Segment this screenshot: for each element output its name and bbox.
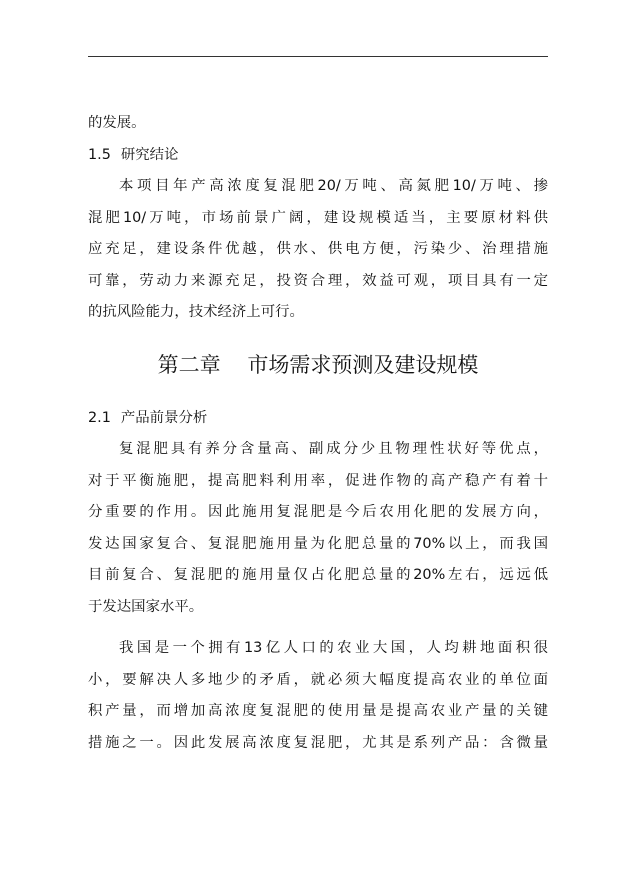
paragraph-line: 小，要解决人多地少的矛盾，就必须大幅度提高农业的单位面 [88, 671, 548, 688]
section-1-5-heading [88, 140, 548, 172]
paragraph-line: 应充足，建设条件优越，供水、供电方便，污染少、治理措施 [88, 241, 548, 257]
paragraph-line: 可靠，劳动力来源充足，投资合理，效益可观，项目具有一定 [88, 272, 548, 289]
section-2-1-number: 2.1 [88, 409, 111, 426]
section-2-1-paragraph-1 [88, 434, 548, 623]
chapter-2-title: 第二章 市场需求预测及建设规模 [157, 352, 479, 377]
paragraph-line: 积产量，而增加高浓度复混肥的使用量是提高农业产量的关键 [88, 703, 548, 719]
paragraph-line: 的抗风险能力，技术经济上可行。 [88, 304, 304, 320]
header-rule [88, 56, 548, 57]
section-2-1-heading [88, 403, 548, 435]
section-1-5-paragraph [88, 171, 548, 329]
continuation-text: 的发展。 [88, 115, 146, 131]
paragraph-line: 目前复合、复混肥的施用量仅占化肥总量的20%左右，远远低 [88, 567, 548, 583]
paragraph-spacer [88, 623, 548, 633]
paragraph-line: 于发达国家水平。 [88, 598, 204, 615]
paragraph-line: 复混肥具有养分含量高、副成分少且物理性状好等优点， [119, 441, 548, 457]
section-1-5-number: 1.5 [88, 146, 111, 163]
paragraph-line: 对于平衡施肥，提高肥料利用率，促进作物的高产稳产有着十 [88, 472, 548, 489]
paragraph-line: 分重要的作用。因此施用复混肥是今后农用化肥的发展方向， [88, 504, 548, 520]
paragraph-line: 我国是一个拥有13亿人口的农业大国，人均耕地面积很 [119, 640, 548, 656]
page-body [88, 108, 548, 759]
paragraph-line: 发达国家复合、复混肥施用量为化肥总量的70%以上，而我国 [88, 535, 548, 552]
section-2-1-title: 产品前景分析 [120, 409, 208, 426]
section-2-1-paragraph-2 [88, 633, 548, 759]
section-1-5-title: 研究结论 [120, 146, 179, 163]
paragraph-line: 措施之一。因此发展高浓度复混肥，尤其是系列产品：含微量 [88, 734, 548, 751]
paragraph-line: 混肥10/万吨，市场前景广阔，建设规模适当，主要原材料供 [88, 209, 548, 226]
paragraph-line: 本项目年产高浓度复混肥20/万吨、高氮肥10/万吨、掺 [119, 178, 548, 194]
